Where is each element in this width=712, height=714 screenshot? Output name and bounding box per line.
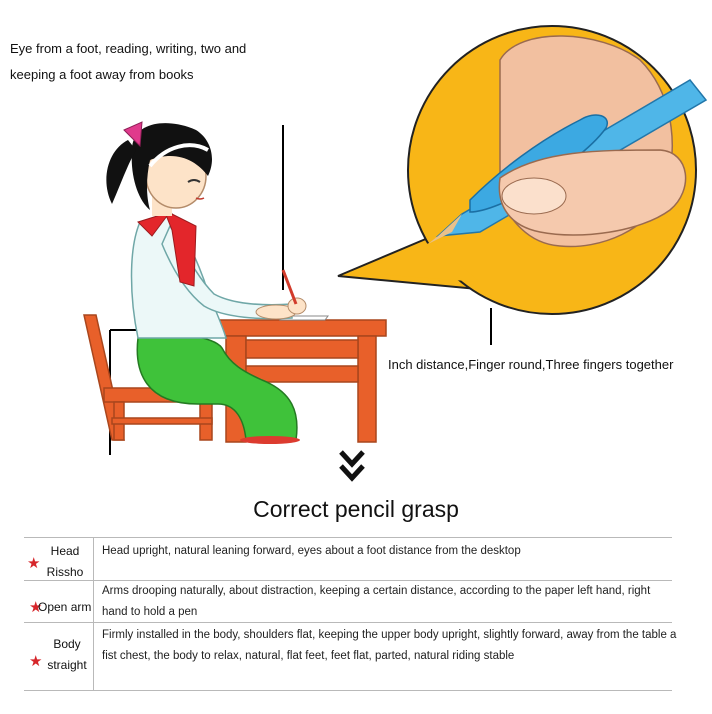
chevron-down-icon bbox=[338, 448, 366, 488]
caption-line-2: keeping a foot away from books bbox=[10, 67, 194, 82]
row-description: Head upright, natural leaning forward, eyes about a foot distance from the desktop bbox=[102, 545, 521, 557]
star-icon: ★ bbox=[29, 599, 43, 616]
right-hand bbox=[288, 298, 306, 314]
star-icon: ★ bbox=[29, 653, 43, 670]
table-border-bottom bbox=[24, 690, 672, 691]
star-icon: ★ bbox=[27, 555, 41, 572]
pencil bbox=[283, 270, 296, 304]
row-label: Open arm bbox=[38, 600, 92, 614]
caption-grip: Inch distance,Finger round,Three fingers together bbox=[388, 357, 674, 372]
table-border-top bbox=[24, 537, 672, 538]
section-title: Correct pencil grasp bbox=[253, 496, 459, 522]
row-description: Firmly installed in the body, shoulders flat, keeping the upper body upright, slightly forward, away from the table a fist chest, the body to relax, natural, flat feet, feet flat, parted, natural riding stable bbox=[102, 629, 677, 662]
row-description: Arms drooping naturally, about distraction, keeping a certain distance, according to the paper left hand, right hand to hold a pen bbox=[102, 585, 651, 618]
row-label: Body straight bbox=[47, 637, 87, 672]
caption-line-1: Eye from a foot, reading, writing, two and bbox=[10, 41, 247, 56]
row-label: Head Rissho bbox=[46, 544, 84, 579]
shoe bbox=[240, 436, 300, 444]
